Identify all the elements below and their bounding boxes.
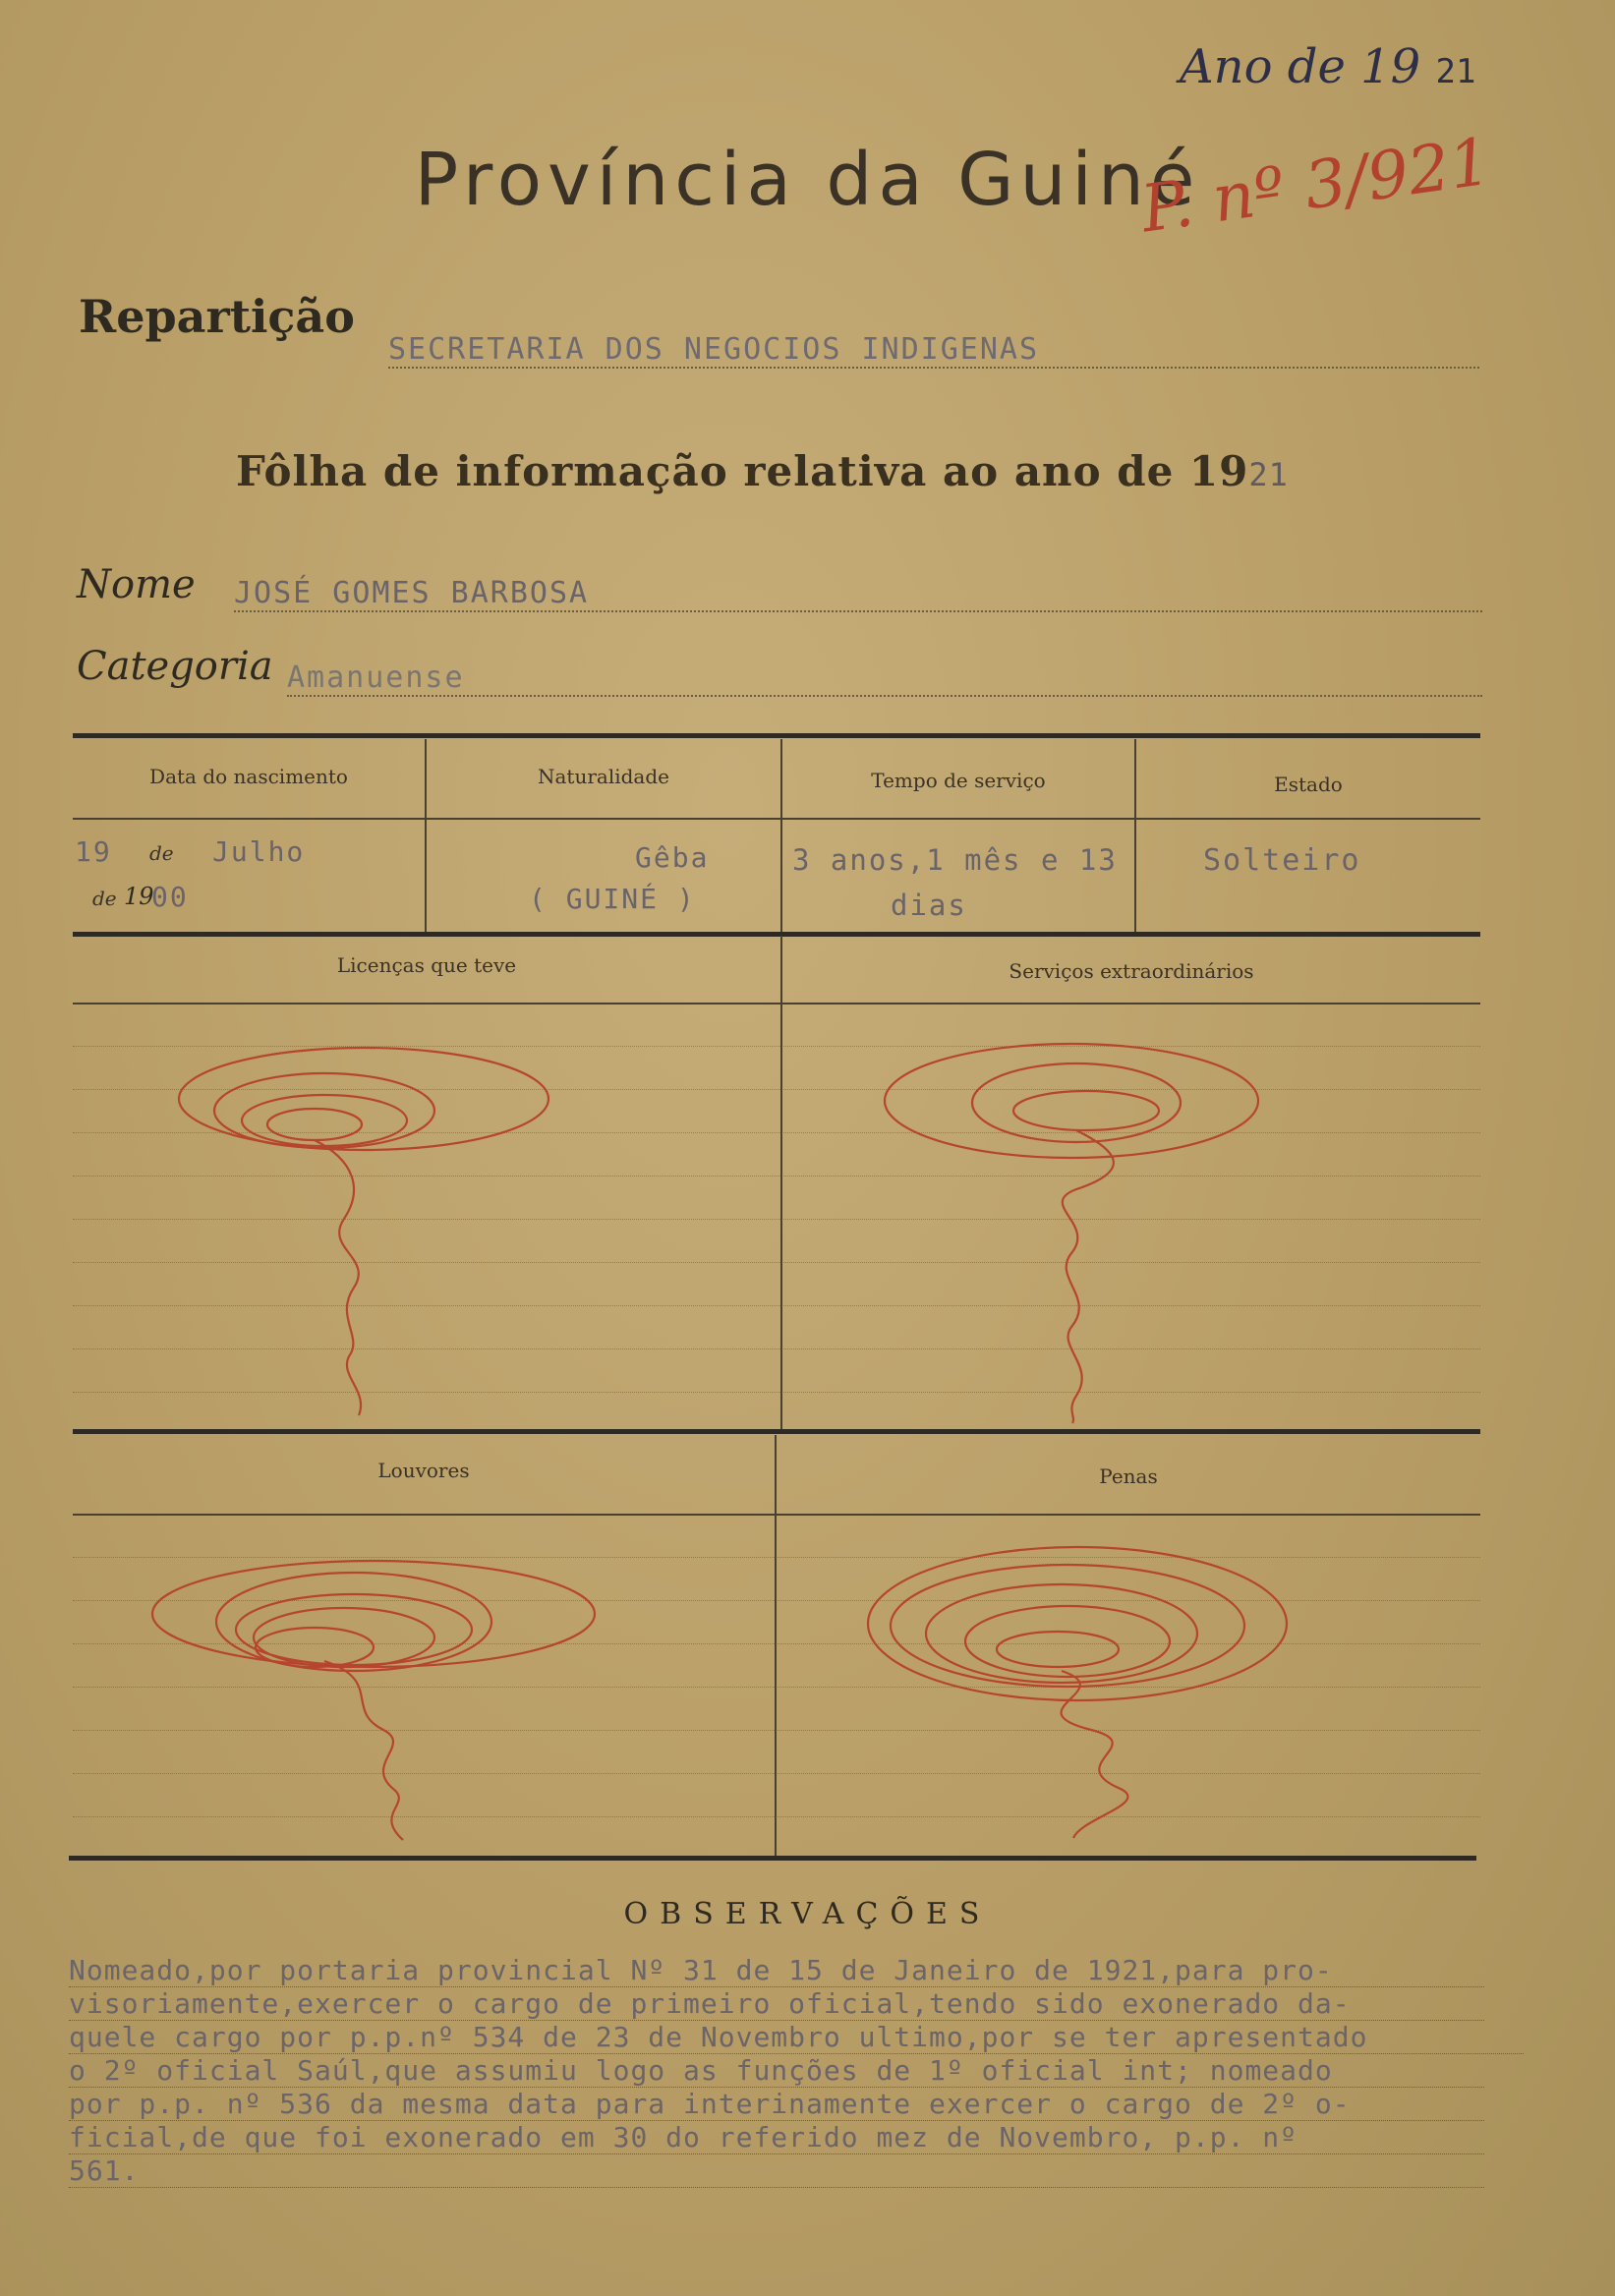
processo-note: P. nº 3/921 xyxy=(1136,123,1496,248)
section-divider-upper xyxy=(780,936,782,1429)
nascimento-year-prefix: 19 xyxy=(124,883,154,910)
folha-title xyxy=(236,447,1289,495)
header-licencas: Licenças que teve xyxy=(336,953,517,977)
section-upper-header-rule xyxy=(73,1003,1480,1004)
naturalidade-city: Gêba xyxy=(635,841,710,874)
ano-year: 21 xyxy=(1435,52,1476,91)
table-top-rule xyxy=(73,733,1480,738)
scribble-penas xyxy=(865,1543,1298,1848)
observacoes-line: quele cargo por p.p.nº 534 de 23 de Novembro ultimo,por se ter apresentado xyxy=(69,2021,1524,2054)
section-lower-bottom-rule xyxy=(69,1856,1476,1861)
nascimento-day: 19 xyxy=(75,835,112,868)
observacoes-title: OBSERVAÇÕES xyxy=(623,1897,992,1931)
observacoes-line: visoriamente,exercer o cargo de primeiro oficial,tendo sido exonerado da- xyxy=(69,1987,1484,2021)
observacoes-line: Nomeado,por portaria provincial Nº 31 de 15 de Janeiro de 1921,para pro- xyxy=(69,1954,1484,1987)
observacoes-line: 561. xyxy=(69,2154,1484,2188)
ano-label: Ano de 19 xyxy=(1180,39,1421,94)
header-tempo-servico: Tempo de serviço xyxy=(871,769,1046,792)
tempo-line-2: dias xyxy=(891,889,967,922)
reparticao-label: Repartição xyxy=(79,290,355,343)
provincia-title: Província da Guiné xyxy=(414,138,1201,222)
observacoes-line: por p.p. nº 536 da mesma data para interinamente exercer o cargo de 2º o- xyxy=(69,2088,1484,2121)
header-louvores: Louvores xyxy=(377,1459,470,1482)
header-nascimento: Data do nascimento xyxy=(149,765,348,788)
categoria-label: Categoria xyxy=(77,644,273,689)
ano-field xyxy=(1180,39,1475,94)
scribble-louvores xyxy=(147,1553,609,1848)
observacoes-line: ficial,de que foi exonerado em 30 do referido mez de Novembro, p.p. nº xyxy=(69,2121,1484,2154)
reparticao-value: SECRETARIA DOS NEGOCIOS INDIGENAS xyxy=(388,332,1479,369)
section-divider-lower xyxy=(775,1435,777,1856)
nascimento-year-suffix: 00 xyxy=(151,881,189,913)
table-header-rule xyxy=(73,818,1480,820)
folha-year: 21 xyxy=(1248,456,1289,493)
estado-value: Solteiro xyxy=(1203,843,1361,878)
col-divider-3 xyxy=(1134,739,1136,932)
nome-label: Nome xyxy=(77,562,196,607)
header-servicos: Serviços extraordinários xyxy=(1009,959,1254,983)
scribble-servicos xyxy=(880,1032,1273,1425)
tempo-line-1: 3 anos,1 mês e 13 xyxy=(792,843,1118,877)
observacoes-line: o 2º oficial Saúl,que assumiu logo as funções de 1º oficial int; nomeado xyxy=(69,2054,1484,2088)
nascimento-month: Julho xyxy=(212,835,306,868)
categoria-value: Amanuense xyxy=(287,660,1482,697)
table-info-bottom-rule xyxy=(73,932,1480,937)
folha-title-text: Fôlha de informação relativa ao ano de 19 xyxy=(236,447,1249,495)
nascimento-de-1: de xyxy=(149,841,174,865)
header-penas: Penas xyxy=(1099,1464,1158,1488)
scribble-licencas xyxy=(167,1022,580,1435)
header-estado: Estado xyxy=(1274,773,1343,796)
section-lower-header-rule xyxy=(73,1514,1480,1516)
nome-value: JOSÉ GOMES BARBOSA xyxy=(234,576,1482,612)
header-naturalidade: Naturalidade xyxy=(538,765,669,788)
nascimento-de-2: de xyxy=(92,887,117,910)
naturalidade-region: ( GUINÉ ) xyxy=(529,883,696,915)
